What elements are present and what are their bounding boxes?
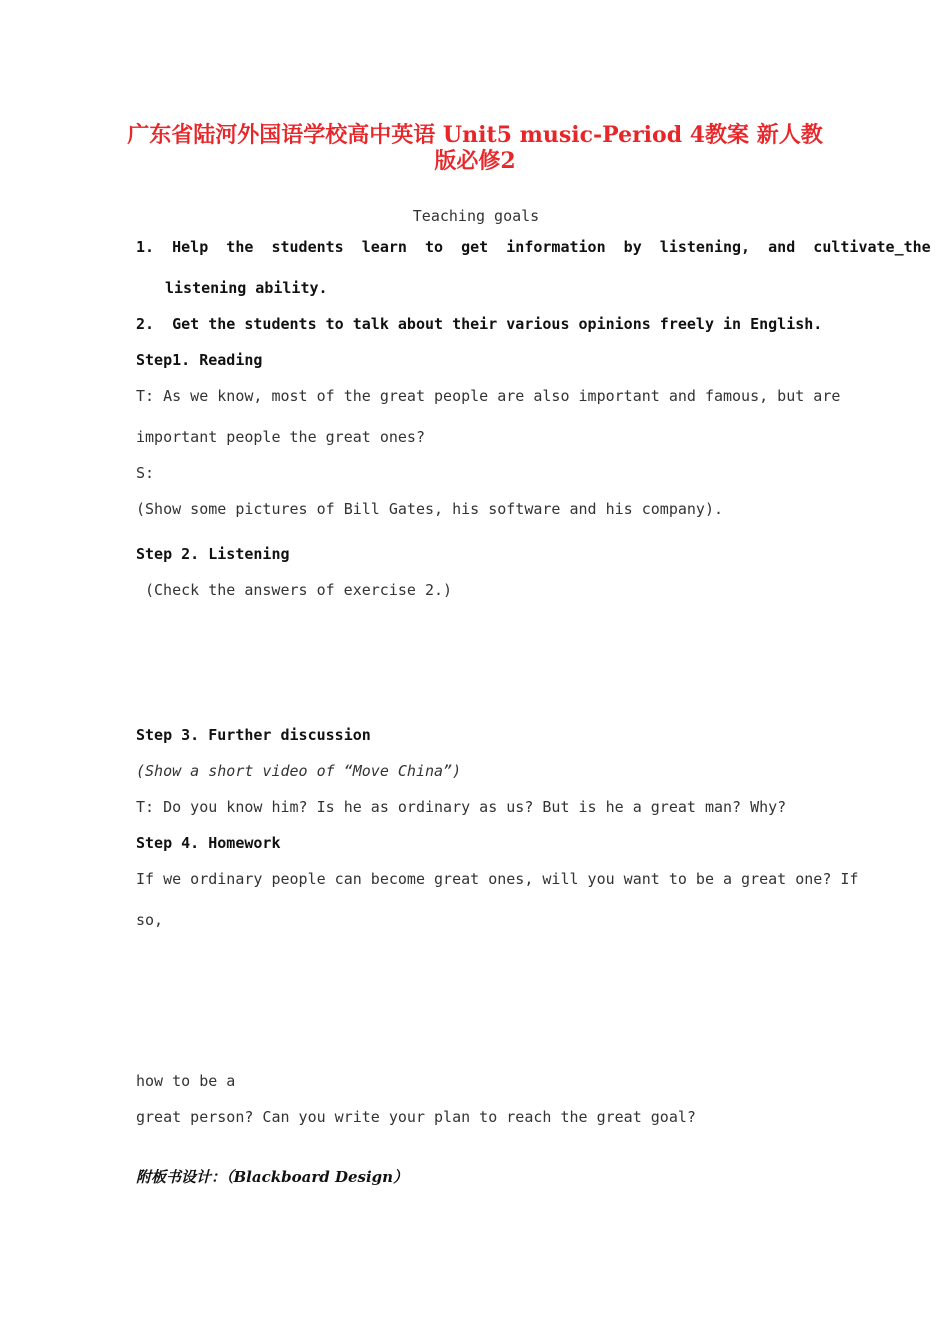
step3-heading: Step 3. Further discussion [136,726,371,744]
step1-student: S: [136,464,155,482]
step4-homework-line4: great person? Can you write your plan to reach the great goal? [136,1108,696,1126]
step1-teacher-line2: important people the great ones? [136,428,425,446]
document-title-line1: 广东省陆河外国语学校高中英语 Unit5 music-Period 4教案 新人教 [127,122,823,148]
step4-heading: Step 4. Homework [136,834,281,852]
teaching-goals-heading: Teaching goals [412,207,540,225]
step1-teacher-line1: T: As we know, most of the great people are also important and famous, but are [136,387,841,405]
step4-homework-line3: how to be a [136,1072,236,1090]
step4-homework-line2: so, [136,911,164,929]
goal-item-1: 1. Help the students learn to get information by listening, and cultivate_the [136,238,931,256]
step1-heading: Step1. Reading [136,351,263,369]
document-title-line2: 版必修2 [434,148,516,174]
step3-teacher-question: T: Do you know him? Is he as ordinary as us? But is he a great man? Why? [136,798,787,816]
step2-heading: Step 2. Listening [136,545,290,563]
step2-check-answers: (Check the answers of exercise 2.) [145,581,453,599]
step4-homework-line1: If we ordinary people can become great ones, will you want to be a great one? If [136,870,859,888]
goal-item-2: 2. Get the students to talk about their various opinions freely in English. [136,315,823,333]
goal-item-1-continued: listening ability. [165,279,328,297]
step3-video: (Show a short video of “Move China”) [136,762,462,780]
blackboard-design-label: 附板书设计：（Blackboard Design） [136,1168,409,1186]
step1-show-pictures: (Show some pictures of Bill Gates, his software and his company). [136,500,723,518]
